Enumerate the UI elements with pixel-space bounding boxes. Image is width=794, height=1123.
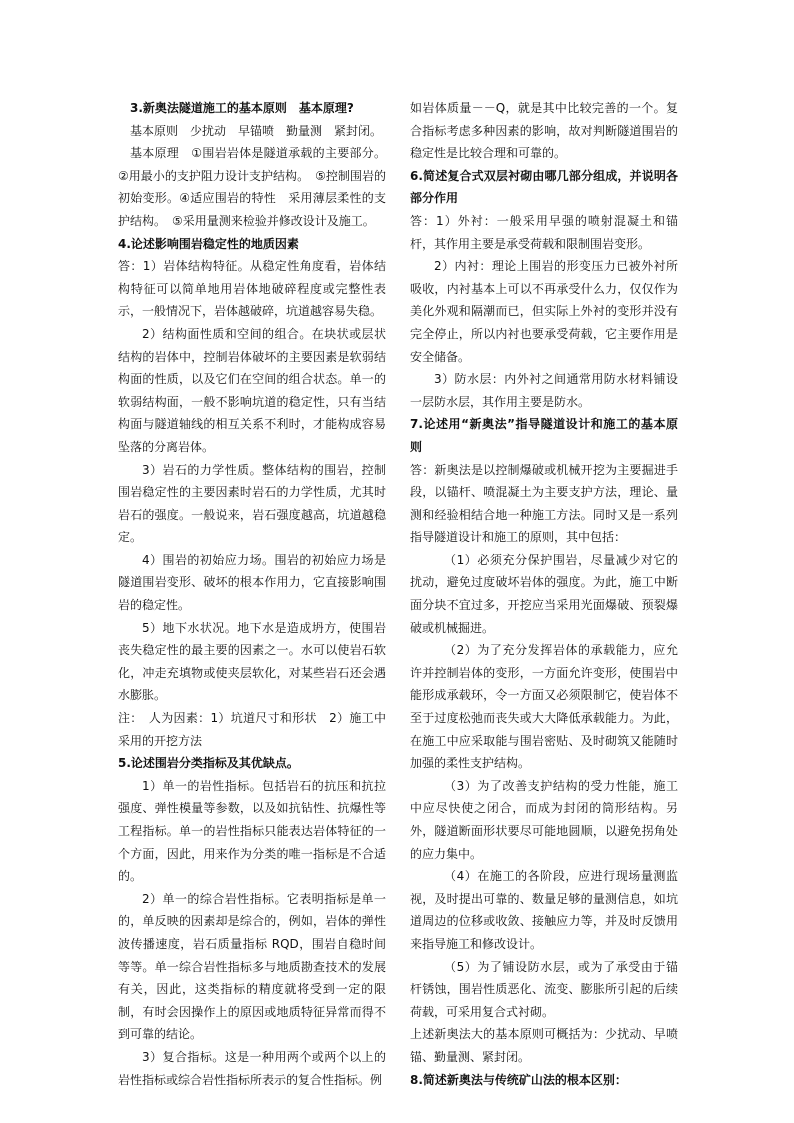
paragraph: （2）为了充分发挥岩体的承载能力，应允许并控制岩体的变形，一方面允许变形，使围岩中能形成承载环，令一方面又必须限制它，使岩体不至于过度松弛而丧失或大大降低承载能力。为此，在施工中应采取能与围岩密贴、及时砌筑又能随时加强的柔性支护结构。	[410, 643, 678, 771]
paragraph: 3）防水层：内外衬之间通常用防水材料铺设一层防水层，其作用主要是防水。	[410, 372, 678, 409]
paragraph: 4）围岩的初始应力场。围岩的初始应力场是隧道围岩变形、破坏的根本作用力，它直接影响围岩的稳定性。	[118, 552, 386, 613]
section-heading: 6.简述复合式双层衬砌由哪几部分组成，并说明各部分作用	[410, 168, 678, 206]
paragraph: 3）岩石的力学性质。整体结构的围岩，控制围岩稳定性的主要因素时岩石的力学性质，尤其时岩石的强度。一般说来，岩石强度越高，坑道越稳定。	[118, 462, 386, 545]
section-heading: 3.新奥法隧道施工的基本原则 基本原理?	[130, 101, 354, 115]
paragraph: 3）复合指标。这是一种用两个或两个以上的岩性指标或综合岩性指标所表示的复合性指标。例	[118, 1049, 386, 1087]
paragraph: 1）单一的岩性指标。包括岩石的抗压和抗拉强度、弹性模量等参数，以及如抗钻性、抗爆性等工程指标。单一的岩性指标只能表达岩体特征的一个方面，因此，用来作为分类的唯一指标是不合适的。	[118, 778, 386, 884]
left-column	[118, 97, 386, 1091]
paragraph: （1）必须充分保护围岩，尽量减少对它的扰动，避免过度破坏岩体的强度。为此，施工中断面分块不宜过多，开挖应当采用光面爆破、预裂爆破或机械掘进。	[410, 552, 678, 635]
paragraph: 答：新奥法是以控制爆破或机械开挖为主要掘进手段，以锚杆、喷混凝土为主要支护方法，理论、量测和经验相结合地一种施工方法。同时又是一系列指导隧道设计和施工的原则，其中包括：	[410, 462, 678, 545]
section-heading: 4.论述影响围岩稳定性的地质因素	[118, 236, 299, 251]
paragraph: 基本原理 ①围岩岩体是隧道承载的主要部分。②用最小的支护阻力设计支护结构。 ⑤控制围岩的初始变形。④适应围岩的特性 采用薄层柔性的支护结构。 ⑤采用量测来检验并修改设计及施工。	[118, 146, 386, 228]
right-column	[410, 97, 678, 1091]
paragraph: 如岩体质量－－Q，就是其中比较完善的一个。复合指标考虑多种因素的影响，故对判断隧道围岩的稳定性是比较合理和可靠的。	[410, 101, 678, 161]
paragraph: 2）内衬：理论上围岩的形变压力已被外衬所吸收，内衬基本上可以不再承受什么力，仅仅作为美化外观和隔潮而已，但实际上外衬的变形并没有完全停止，所以内衬也要承受荷载，它主要作用是安全储备。	[410, 259, 678, 364]
section-heading: 7.论述用“新奥法”指导隧道设计和施工的基本原则	[410, 417, 678, 454]
paragraph: 5）地下水状况。地下水是造成坍方，使围岩丧失稳定性的最主要的因素之一。水可以使岩石软化，冲走充填物或使夹层软化，对某些岩石还会遇水膨胀。	[118, 620, 386, 703]
paragraph: 基本原则 少扰动 早锚喷 勤量测 紧封闭。	[130, 123, 383, 138]
section-heading: 8.简述新奥法与传统矿山法的根本区别：	[410, 1072, 627, 1087]
paragraph: 注： 人为因素：1）坑道尺寸和形状 2）施工中采用的开挖方法	[118, 711, 386, 748]
paragraph: 答：1）岩体结构特征。从稳定性角度看，岩体结构特征可以简单地用岩体地破碎程度或完整性表示，一般情况下，岩体越破碎，坑道越容易失稳。	[118, 259, 386, 319]
paragraph: （4）在施工的各阶段，应进行现场量测监视，及时提出可靠的、数量足够的量测信息，如坑道周边的位移或收敛、接触应力等，并及时反馈用来指导施工和修改设计。	[410, 869, 678, 951]
paragraph: 2）单一的综合岩性指标。它表明指标是单一的，单反映的因素却是综合的，例如，岩体的弹性波传播速度，岩石质量指标 RQD，围岩自稳时间等等。单一综合岩性指标多与地质勘查技术的发展有关，因此，这类指标的精度就将受到一定的限制，有时会因操作上的原因或地质特征异常而得不到可靠的结论。	[118, 891, 386, 1042]
paragraph: （5）为了铺设防水层，或为了承受由于锚杆锈蚀，围岩性质恶化、流变、膨胀所引起的后续荷载，可采用复合式衬砌。	[410, 959, 678, 1019]
paragraph: 上述新奥法大的基本原则可概括为：少扰动、早喷锚、勤量测、紧封闭。	[410, 1027, 678, 1064]
paragraph: 答：1）外衬：一般采用早强的喷射混凝土和锚杆，其作用主要是承受荷载和限制围岩变形。	[410, 213, 678, 251]
paragraph: 2）结构面性质和空间的组合。在块状或层状结构的岩体中，控制岩体破坏的主要因素是软弱结构面的性质，以及它们在空间的组合状态。单一的软弱结构面，一般不影响坑道的稳定性，只有当结构面与隧道轴线的相互关系不利时，才能构成容易坠落的分离岩体。	[118, 326, 386, 454]
section-heading: 5.论述围岩分类指标及其优缺点。	[118, 756, 299, 771]
paragraph: （3）为了改善支护结构的受力性能，施工中应尽快使之闭合，而成为封闭的筒形结构。另外，隧道断面形状要尽可能地圆顺，以避免拐角处的应力集中。	[410, 778, 678, 861]
